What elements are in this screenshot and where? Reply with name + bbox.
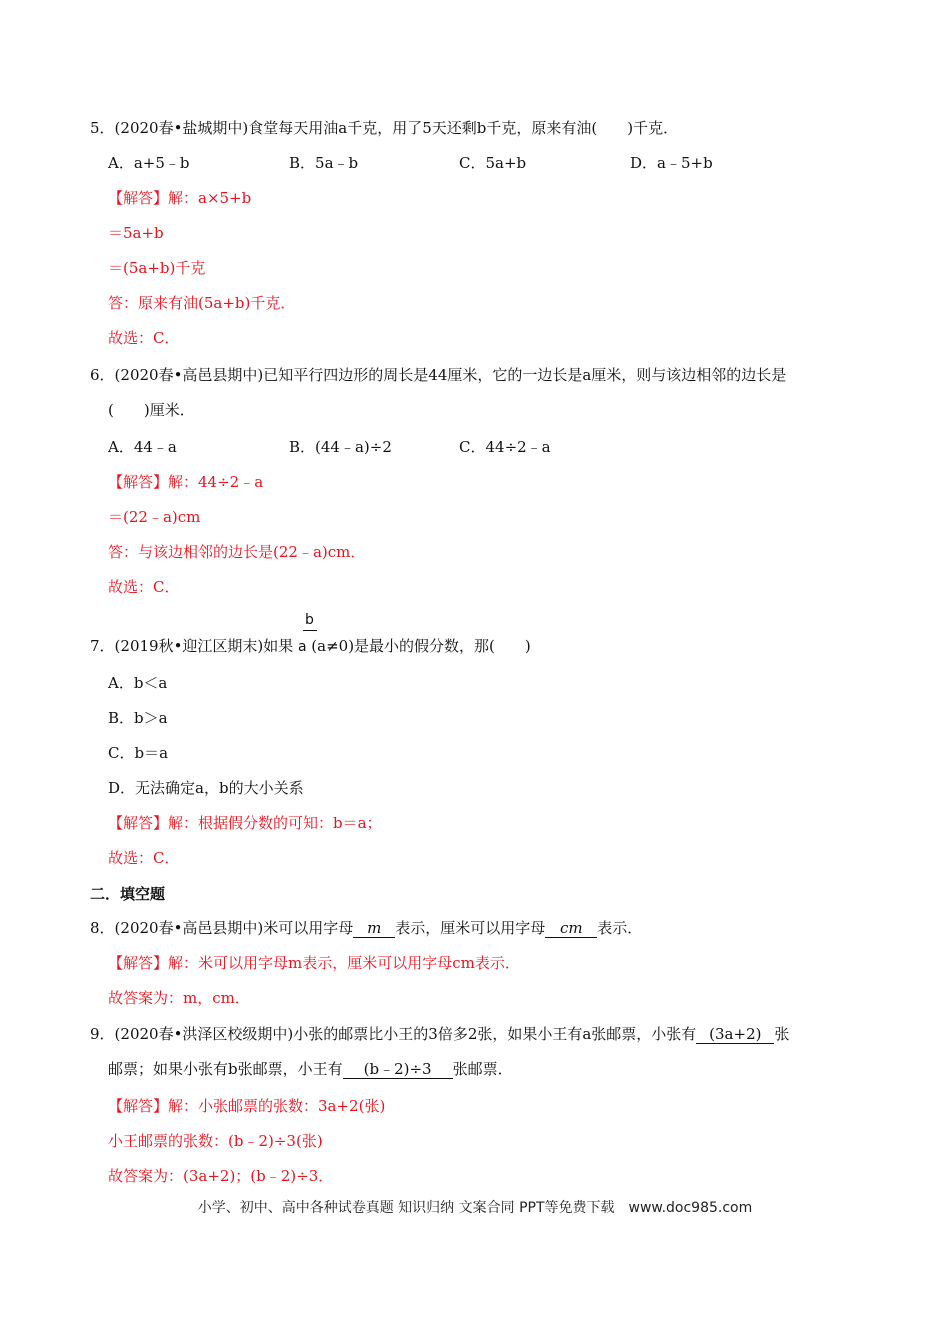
q7-option-b: B．b＞a bbox=[108, 709, 168, 727]
q7-fraction-numerator: b bbox=[305, 612, 314, 628]
q5-option-b: B．5a﹣b bbox=[289, 154, 359, 172]
q6-answer-line: 答：与该边相邻的边长是(22﹣a)cm． bbox=[108, 543, 366, 561]
q7-stem-post: (a≠0)是最小的假分数，那( ) bbox=[311, 637, 531, 655]
q6-option-c: C．44÷2﹣a bbox=[459, 438, 551, 456]
q9-answer-line: 小王邮票的张数：(b﹣2)÷3(张) bbox=[108, 1132, 323, 1150]
q6-answer-line: 故选：C． bbox=[108, 578, 180, 596]
q8-stem-part: 表示，厘米可以用字母 bbox=[395, 919, 546, 937]
q7-fraction-bar bbox=[303, 630, 317, 631]
q8-stem bbox=[90, 918, 642, 938]
q5-answer-line: ＝(5a+b)千克 bbox=[108, 259, 206, 277]
q6-stem-cont: ( )厘米． bbox=[108, 401, 195, 419]
q5-option-a: A．a+5﹣b bbox=[108, 154, 190, 172]
q6-answer-line: ＝(22﹣a)cm bbox=[108, 508, 201, 526]
q7-option-c: C．b＝a bbox=[108, 744, 169, 762]
q7-answer-line: 故选：C． bbox=[108, 849, 180, 867]
q9-answer-line: 【解答】解：小张邮票的张数：3a+2(张) bbox=[108, 1097, 386, 1115]
q6-option-a: A．44﹣a bbox=[108, 438, 177, 456]
q8-answer-line: 故答案为：m，cm． bbox=[108, 989, 250, 1007]
q8-blank-answer: m bbox=[353, 920, 395, 938]
q8-stem-part: 表示． bbox=[597, 919, 643, 937]
q7-stem-pre: 7．(2019秋•迎江区期末)如果 bbox=[90, 637, 294, 655]
q5-stem: 5．(2020春•盐城期中)食堂每天用油a千克，用了5天还剩b千克，原来有油( )千克． bbox=[90, 119, 679, 137]
q9-stem-part: 9．(2020春•洪泽区校级期中)小张的邮票比小王的3倍多2张，如果小王有a张邮票，小张有 bbox=[90, 1025, 697, 1043]
q7-stem bbox=[90, 636, 531, 657]
q5-option-d: D．a﹣5+b bbox=[630, 154, 713, 172]
q9-blank-answer: (b﹣2)÷3 bbox=[343, 1061, 453, 1079]
q5-answer-line: 故选：C． bbox=[108, 329, 180, 347]
q9-stem-cont bbox=[108, 1059, 513, 1079]
q9-stem bbox=[90, 1024, 789, 1044]
q8-blank-answer: cm bbox=[545, 920, 597, 938]
q6-option-b: B．(44﹣a)÷2 bbox=[289, 438, 392, 456]
q8-stem-part: 8．(2020春•高邑县期中)米可以用字母 bbox=[90, 919, 354, 937]
q5-option-c: C．5a+b bbox=[459, 154, 527, 172]
section-heading: 二．填空题 bbox=[90, 885, 166, 903]
q9-stem-part: 张邮票． bbox=[452, 1060, 513, 1078]
q5-answer-line: 答：原来有油(5a+b)千克． bbox=[108, 294, 296, 312]
q9-stem-part: 邮票；如果小张有b张邮票，小王有 bbox=[108, 1060, 343, 1078]
q9-blank-answer: (3a+2) bbox=[696, 1026, 774, 1044]
q5-answer-line: 【解答】解：a×5+b bbox=[108, 189, 252, 207]
q7-fraction-denominator: a bbox=[297, 639, 307, 655]
q6-options bbox=[108, 437, 708, 457]
q6-answer-line: 【解答】解：44÷2﹣a bbox=[108, 473, 264, 491]
q7-option-d: D．无法确定a，b的大小关系 bbox=[108, 779, 304, 797]
page-footer: 小学、初中、高中各种试卷真题 知识归纳 文案合同 PPT等免费下载 www.doc985.com bbox=[197, 1200, 753, 1216]
q6-stem: 6．(2020春•高邑县期中)已知平行四边形的周长是44厘米，它的一边长是a厘米，则与该边相邻的边长是 bbox=[90, 366, 787, 384]
q7-option-a: A．b＜a bbox=[108, 674, 168, 692]
q8-answer-line: 【解答】解：米可以用字母m表示，厘米可以用字母cm表示． bbox=[108, 954, 520, 972]
q7-answer-line: 【解答】解：根据假分数的可知：b＝a； bbox=[108, 814, 382, 832]
q5-options bbox=[108, 153, 808, 173]
q9-stem-part: 张 bbox=[774, 1025, 790, 1043]
q9-answer-line: 故答案为：(3a+2)；(b﹣2)÷3． bbox=[108, 1167, 334, 1185]
q5-answer-line: ＝5a+b bbox=[108, 224, 164, 242]
